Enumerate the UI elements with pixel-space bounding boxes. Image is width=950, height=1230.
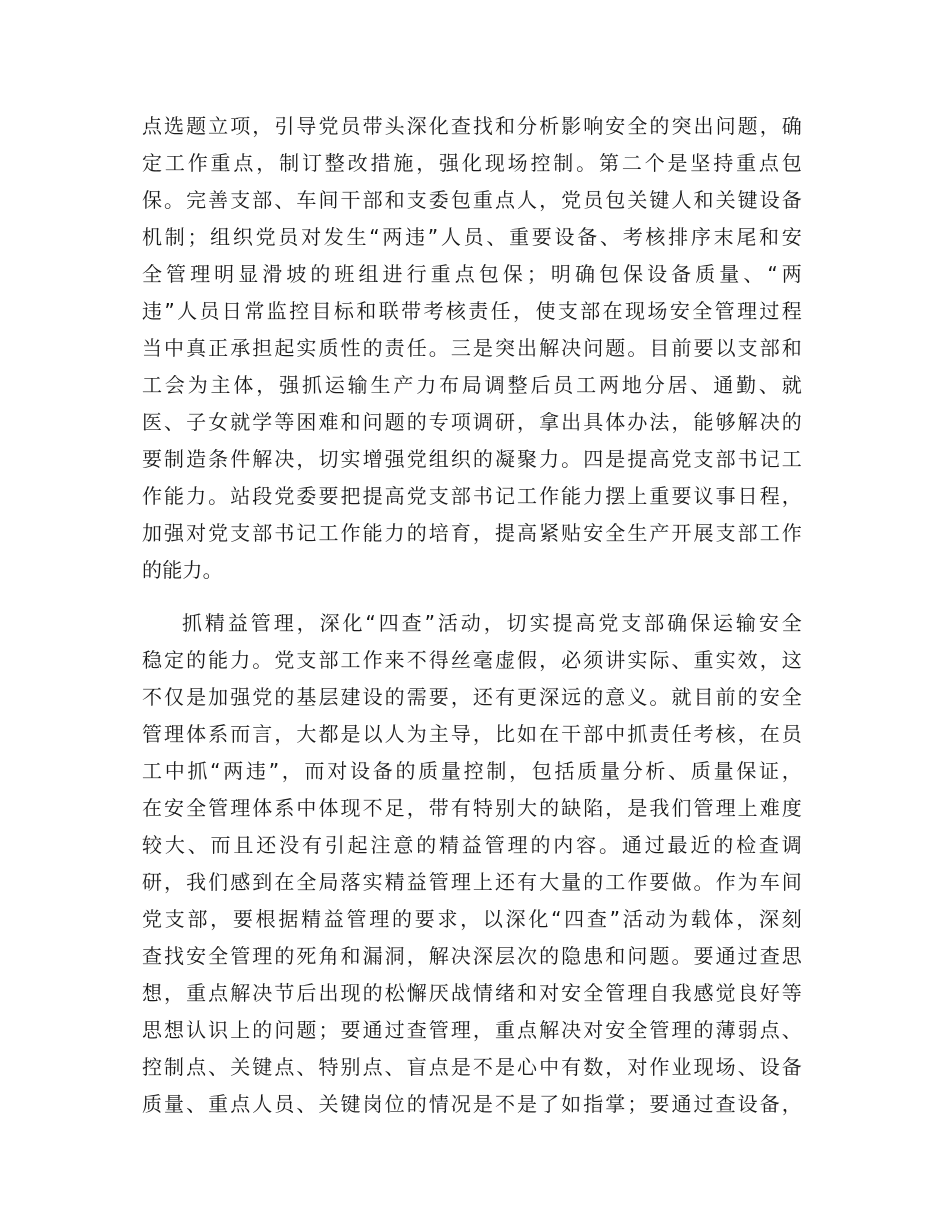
text-line: 保。完善支部、车间干部和支委包重点人，党员包关键人和关键设备: [142, 188, 802, 212]
text-line: 在安全管理体系中体现不足，带有特别大的缺陷，是我们管理上难度: [142, 796, 802, 820]
text-line: 当中真正承担起实质性的责任。三是突出解决问题。目前要以支部和: [142, 336, 802, 360]
text-line: 控制点、关键点、特别点、盲点是不是心中有数，对作业现场、设备: [142, 1055, 802, 1079]
text-line: 定工作重点，制订整改措施，强化现场控制。第二个是坚持重点包: [142, 151, 802, 175]
paragraph-2: [142, 605, 802, 1123]
text-line: 研，我们感到在全局落实精益管理上还有大量的工作要做。作为车间: [142, 870, 802, 894]
text-line: 想，重点解决节后出现的松懈厌战情绪和对安全管理自我感觉良好等: [142, 981, 802, 1005]
text-line: 抓精益管理，深化“四查”活动，切实提高党支部确保运输安全: [182, 611, 802, 635]
text-line: 全管理明显滑坡的班组进行重点包保；明确包保设备质量、“两: [142, 262, 802, 286]
text-line: 违”人员日常监控目标和联带考核责任，使支部在现场安全管理过程: [142, 299, 802, 323]
text-line: 的能力。: [142, 558, 223, 582]
text-line: 要制造条件解决，切实增强党组织的凝聚力。四是提高党支部书记工: [142, 447, 802, 471]
text-line: 工会为主体，强抓运输生产力布局调整后员工两地分居、通勤、就: [142, 373, 802, 397]
text-line: 较大、而且还没有引起注意的精益管理的内容。通过最近的检查调: [142, 833, 802, 857]
text-line: 质量、重点人员、关键岗位的情况是不是了如指掌；要通过查设备，: [142, 1092, 802, 1116]
text-line: 医、子女就学等困难和问题的专项调研，拿出具体办法，能够解决的: [142, 410, 802, 434]
text-line: 查找安全管理的死角和漏洞，解决深层次的隐患和问题。要通过查思: [142, 944, 802, 968]
text-line: 思想认识上的问题；要通过查管理，重点解决对安全管理的薄弱点、: [142, 1018, 802, 1042]
text-line: 作能力。站段党委要把提高党支部书记工作能力摆上重要议事日程，: [142, 484, 802, 508]
text-line: 机制；组织党员对发生“两违”人员、重要设备、考核排序末尾和安: [142, 225, 802, 249]
paragraph-1: [142, 108, 802, 589]
text-line: 党支部，要根据精益管理的要求，以深化“四查”活动为载体，深刻: [142, 907, 802, 931]
text-line: 不仅是加强党的基层建设的需要，还有更深远的意义。就目前的安全: [142, 685, 802, 709]
text-line: 稳定的能力。党支部工作来不得丝毫虚假，必须讲实际、重实效，这: [142, 648, 802, 672]
text-line: 点选题立项，引导党员带头深化查找和分析影响安全的突出问题，确: [142, 114, 802, 138]
text-line: 工中抓“两违”，而对设备的质量控制，包括质量分析、质量保证，: [142, 759, 802, 783]
text-line: 加强对党支部书记工作能力的培育，提高紧贴安全生产开展支部工作: [142, 521, 802, 545]
text-line: 管理体系而言，大都是以人为主导，比如在干部中抓责任考核，在员: [142, 722, 802, 746]
